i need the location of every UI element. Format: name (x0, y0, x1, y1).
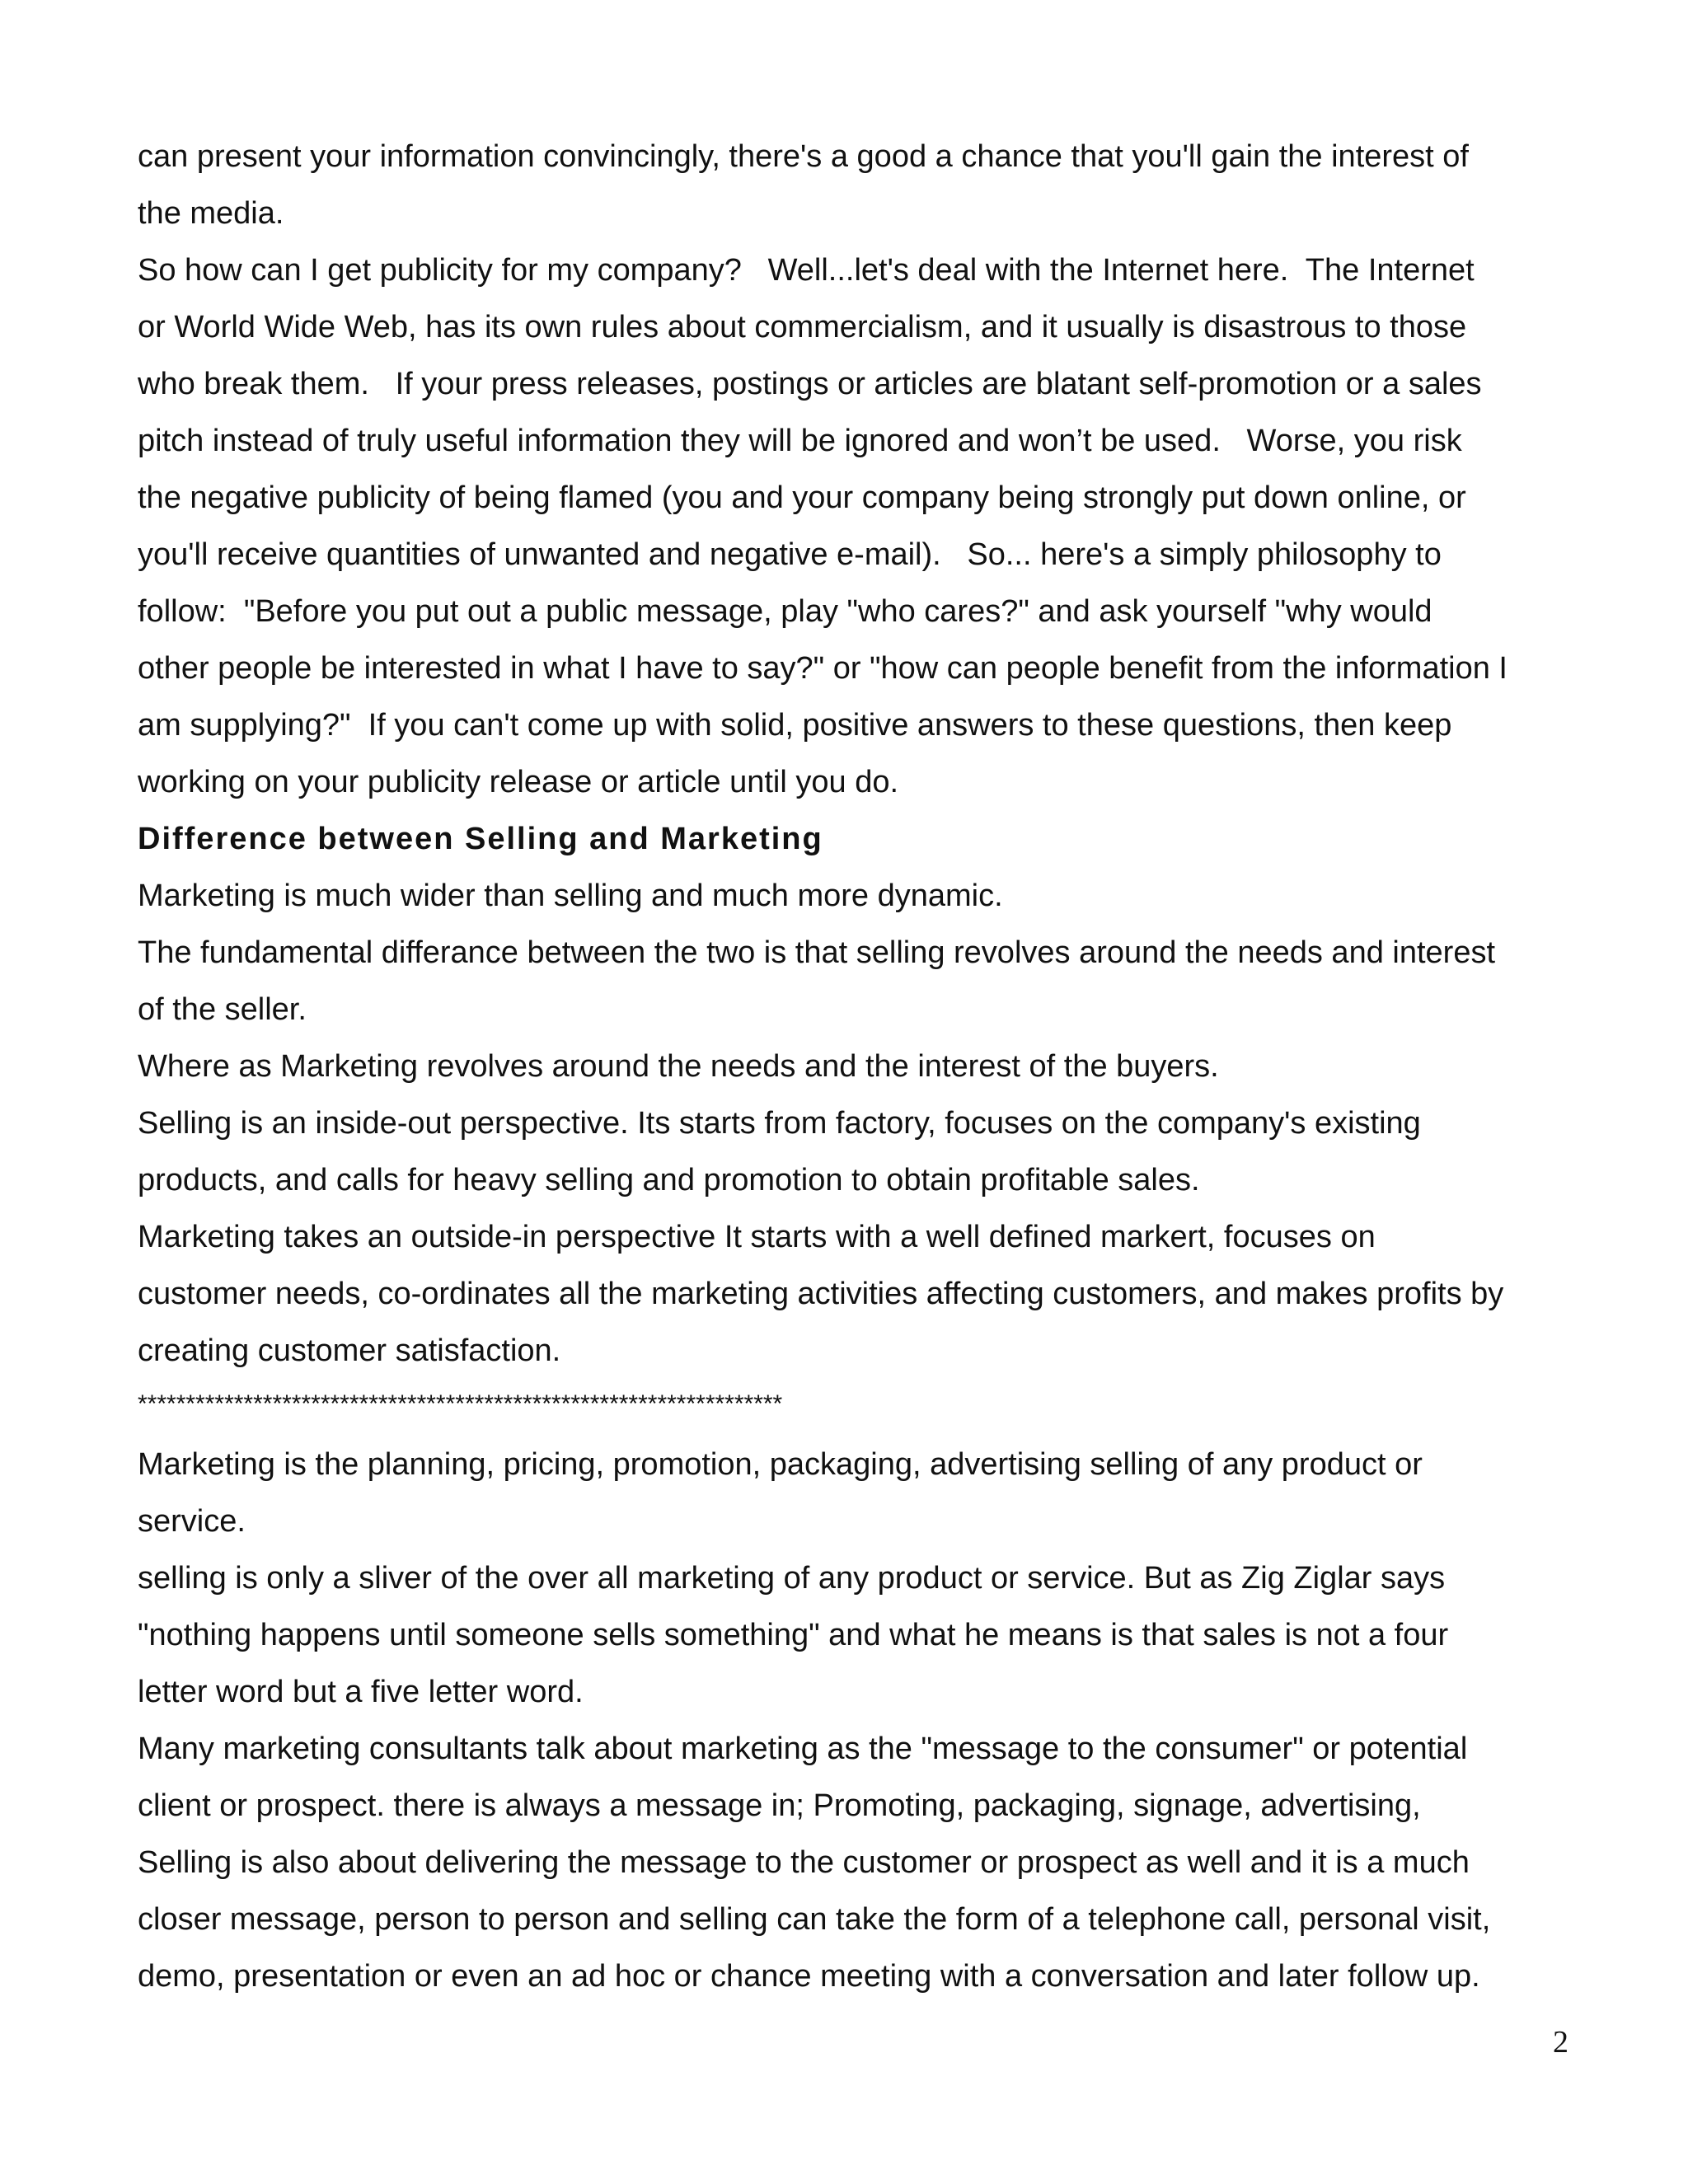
text-line: selling is only a sliver of the over all marketing of any product or service. But as Zig Ziglar says (138, 1561, 1446, 1596)
text-line: working on your publicity release or article until you do. (138, 765, 899, 799)
text-line: creating customer satisfaction. (138, 1333, 561, 1368)
text-line: Marketing is much wider than selling and much more dynamic. (138, 879, 1003, 913)
text-line: customer needs, co-ordinates all the marketing activities affecting customers, and makes profits by (138, 1277, 1504, 1311)
text-line: follow: "Before you put out a public message, play "who cares?" and ask yourself "why would (138, 594, 1432, 629)
text-line: of the seller. (138, 992, 307, 1027)
text-line: Where as Marketing revolves around the needs and the interest of the buyers. (138, 1049, 1219, 1084)
text-line: Marketing is the planning, pricing, promotion, packaging, advertising selling of any product or (138, 1447, 1423, 1482)
text-line: the media. (138, 196, 284, 231)
text-line: can present your information convincingly, there's a good a chance that you'll gain the interest of (138, 139, 1469, 174)
text-line: client or prospect. there is always a message in; Promoting, packaging, signage, advertising, (138, 1788, 1421, 1823)
text-line: closer message, person to person and selling can take the form of a telephone call, personal visit, (138, 1902, 1491, 1937)
text-line: who break them. If your press releases, postings or articles are blatant self-promotion or a sales (138, 367, 1482, 401)
separator-line: ******************************************************************* (138, 1390, 783, 1418)
text-line: Selling is also about delivering the message to the customer or prospect as well and it is a much (138, 1845, 1470, 1880)
text-line: the negative publicity of being flamed (you and your company being strongly put down online, or (138, 480, 1466, 515)
text-line: you'll receive quantities of unwanted and negative e-mail). So... here's a simply philosophy to (138, 537, 1442, 572)
text-line: service. (138, 1504, 246, 1539)
text-line: am supplying?" If you can't come up with solid, positive answers to these questions, then keep (138, 708, 1452, 743)
text-line: Many marketing consultants talk about marketing as the "message to the consumer" or potential (138, 1732, 1468, 1766)
text-line: So how can I get publicity for my company? Well...let's deal with the Internet here. The Internet (138, 253, 1475, 288)
document-body (138, 129, 1580, 2005)
page-number: 2 (1553, 2025, 1568, 2060)
text-line: The fundamental differance between the two is that selling revolves around the needs and interest (138, 935, 1496, 970)
text-line: Selling is an inside-out perspective. Its starts from factory, focuses on the company's existing (138, 1106, 1421, 1141)
section-heading: Difference between Selling and Marketing (138, 822, 823, 856)
text-line: other people be interested in what I have to say?" or "how can people benefit from the information I (138, 651, 1507, 686)
text-line: pitch instead of truly useful information they will be ignored and won’t be used. Worse, you risk (138, 424, 1462, 458)
text-line: "nothing happens until someone sells something" and what he means is that sales is not a four (138, 1618, 1449, 1652)
text-line: products, and calls for heavy selling and promotion to obtain profitable sales. (138, 1163, 1200, 1197)
text-line: or World Wide Web, has its own rules about commercialism, and it usually is disastrous to those (138, 310, 1467, 344)
text-line: letter word but a five letter word. (138, 1675, 584, 1709)
text-line: Marketing takes an outside-in perspective It starts with a well defined markert, focuses on (138, 1220, 1376, 1254)
text-line: demo, presentation or even an ad hoc or chance meeting with a conversation and later follow up. (138, 1959, 1480, 1994)
